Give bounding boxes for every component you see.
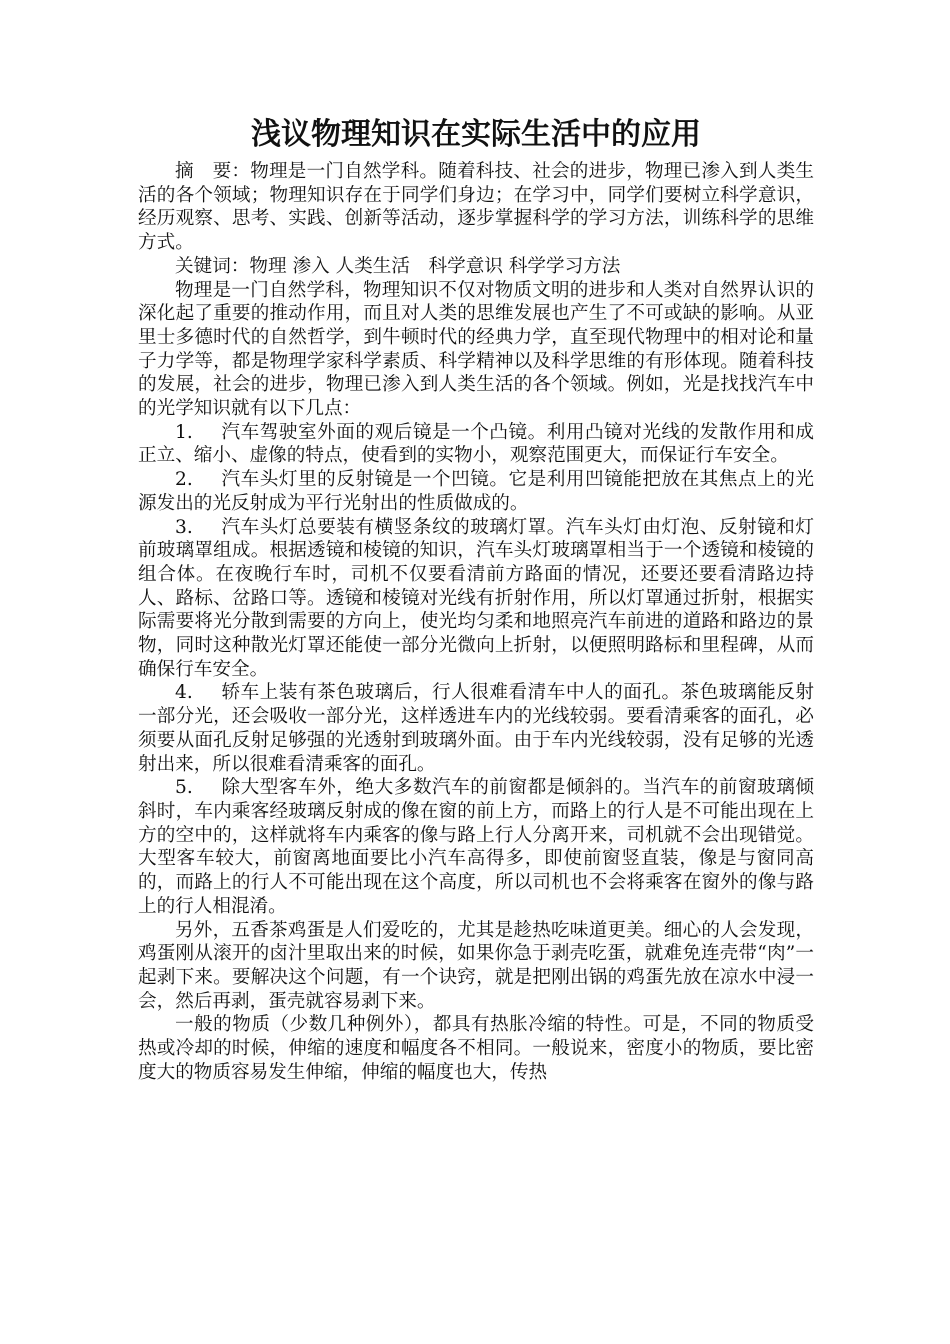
list-item — [138, 421, 814, 468]
list-item — [138, 516, 814, 682]
list-item-number: 3. — [175, 516, 193, 538]
abstract-text: 物理是一门自然学科。随着科技、社会的进步，物理已渗入到人类生活的各个领域；物理知识存在于同学们身边；在学习中，同学们要树立科学意识，经历观察、思考、实践、创新等活动，逐步掌握科学的学习方法，训练科学的思维方式。 — [138, 161, 814, 254]
intro-paragraph: 物理是一门自然学科，物理知识不仅对物质文明的进步和人类对自然界认识的深化起了重要的推动作用，而且对人类的思维发展也产生了不可或缺的影响。从亚里士多德时代的自然哲学，到牛顿时代的经典力学，直至现代物理中的相对论和量子力学等，都是物理学家科学素质、科学精神以及科学思维的有形体现。随着科技的发展，社会的进步，物理已渗入到人类生活的各个领域。例如，光是找找汽车中的光学知识就有以下几点： — [138, 279, 814, 420]
list-item-number: 4. — [175, 682, 193, 704]
keywords-paragraph — [138, 255, 814, 279]
list-item-text: 汽车头灯里的反射镜是一个凹镜。它是利用凹镜能把放在其焦点上的光源发出的光反射成为平行光射出的性质做成的。 — [138, 469, 814, 514]
list-item — [138, 468, 814, 515]
list-item-text: 轿车上装有茶色玻璃后，行人很难看清车中人的面孔。茶色玻璃能反射一部分光，还会吸收一部分光，这样透进车内的光线较弱。要看清乘客的面孔，必须要从面孔反射足够强的光透射到玻璃外面。由于车内光线较弱，没有足够的光透射出来，所以很难看清乘客的面孔。 — [138, 682, 814, 775]
keywords-text: 物理 渗入 人类生活 科学意识 科学学习方法 — [249, 255, 621, 277]
abstract-label: 摘 要： — [175, 161, 251, 182]
list-item — [138, 681, 814, 776]
expansion-paragraph: 一般的物质（少数几种例外），都具有热胀冷缩的特性。可是，不同的物质受热或冷却的时候，伸缩的速度和幅度各不相同。一般说来，密度小的物质，要比密度大的物质容易发生伸缩，伸缩的幅度也大，传热 — [138, 1014, 814, 1083]
list-item — [138, 776, 814, 918]
list-item-number: 2. — [175, 469, 193, 491]
page-title: 浅议物理知识在实际生活中的应用 — [251, 117, 701, 152]
list-item-number: 5. — [175, 777, 193, 799]
document-page — [138, 112, 814, 1084]
keywords-label: 关键词： — [175, 255, 250, 277]
list-item-text: 除大型客车外，绝大多数汽车的前窗都是倾斜的。当汽车的前窗玻璃倾斜时，车内乘客经玻璃反射成的像在窗的前上方，而路上的行人是不可能出现在上方的空中的，这样就将车内乘客的像与路上行人分离开来，司机就不会出现错觉。大型客车较大，前窗离地面要比小汽车高得多，即使前窗竖直装，像是与窗同高的，而路上的行人不可能出现在这个高度，所以司机也不会将乘客在窗外的像与路上的行人相混淆。 — [138, 777, 814, 917]
list-item-number: 1. — [175, 421, 193, 443]
egg-paragraph: 另外，五香茶鸡蛋是人们爱吃的，尤其是趁热吃味道更美。细心的人会发现，鸡蛋刚从滚开的卤汁里取出来的时候，如果你急于剥壳吃蛋，就难免连壳带“肉”一起剥下来。要解决这个问题，有一个诀窍，就是把刚出锅的鸡蛋先放在凉水中浸一会，然后再剥，蛋壳就容易剥下来。 — [138, 919, 814, 1012]
list-item-text: 汽车头灯总要装有横竖条纹的玻璃灯罩。汽车头灯由灯泡、反射镜和灯前玻璃罩组成。根据透镜和棱镜的知识，汽车头灯玻璃罩相当于一个透镜和棱镜的组合体。在夜晚行车时，司机不仅要看清前方路面的情况，还要还要看清路边持人、路标、岔路口等。透镜和棱镜对光线有折射作用，所以灯罩通过折射，根据实际需要将光分散到需要的方向上，使光均匀柔和地照亮汽车前进的道路和路边的景物，同时这种散光灯罩还能使一部分光微向上折射，以便照明路标和里程碑，从而确保行车安全。 — [138, 516, 814, 680]
list-item-text: 汽车驾驶室外面的观后镜是一个凸镜。利用凸镜对光线的发散作用和成正立、缩小、虚像的特点，使看到的实物小，观察范围更大，而保证行车安全。 — [138, 421, 814, 467]
abstract-paragraph — [138, 160, 814, 255]
